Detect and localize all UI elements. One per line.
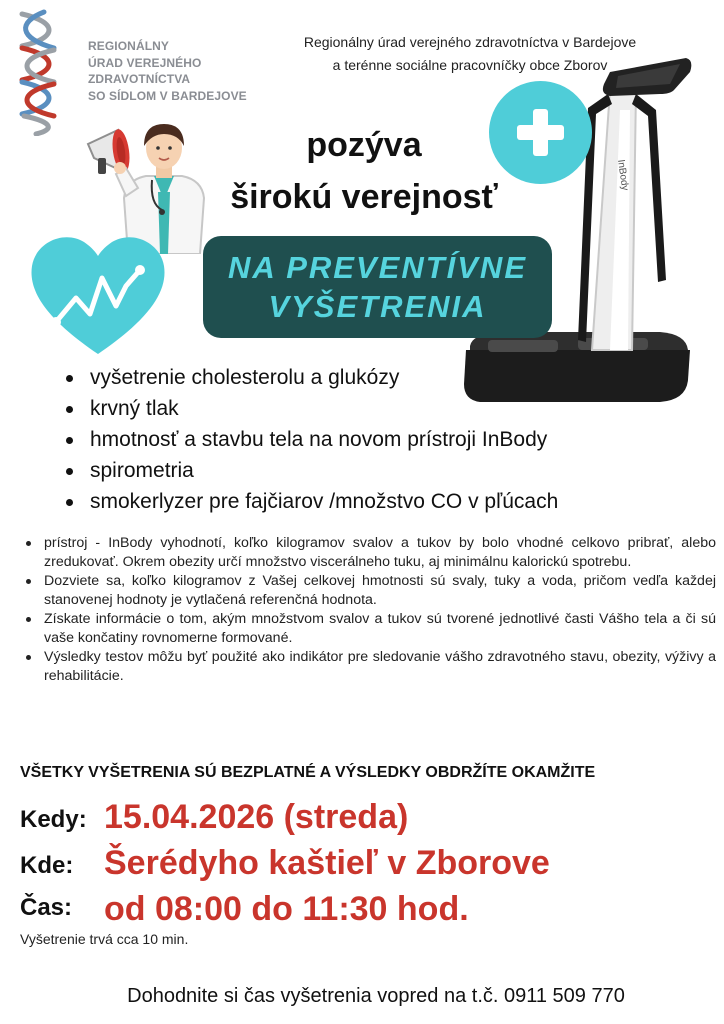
info-item: prístroj - InBody vyhodnotí, koľko kilogramov svalov a tukov by bolo vhodné celkovo pribrať, alebo zredukovať. Okrem obezity určí množstvo viscerálneho tuku, aj minimálnu kalorickú spotrebu.	[22, 534, 716, 572]
logo-line: REGIONÁLNY	[88, 39, 170, 53]
exam-item: spirometria	[66, 455, 558, 486]
info-item: Výsledky testov môžu byť použité ako indikátor pre sledovanie vášho zdravotného stavu, obezity, výživy a rehabilitácie.	[22, 648, 716, 686]
where-label: Kde:	[20, 852, 74, 879]
machine-brand-label: InBody	[615, 158, 631, 192]
free-notice: VŠETKY VYŠETRENIA SÚ BEZPLATNÉ A VÝSLEDKY OBDRŽÍTE OKAMŽITE	[20, 764, 596, 781]
contact-line: Dohodnite si čas vyšetrenia vopred na t.č. 0911 509 770	[127, 985, 625, 1007]
badge-line-1: NA PREVENTÍVNE	[227, 250, 527, 285]
heart-pulse-icon	[28, 230, 168, 358]
organizer-line-1: Regionálny úrad verejného zdravotníctva v Bardejove	[303, 34, 637, 50]
logo-line: ZDRAVOTNÍCTVA	[88, 72, 191, 86]
when-value: 15.04.2026 (streda)	[104, 798, 409, 836]
info-list	[22, 534, 716, 686]
exam-list	[66, 362, 558, 517]
helix-logo-icon	[14, 8, 64, 136]
logo-text	[88, 38, 247, 104]
logo-line: SO SÍDLOM V BARDEJOVE	[88, 88, 247, 103]
headline-invites: pozýva	[306, 126, 422, 164]
time-value: od 08:00 do 11:30 hod.	[104, 890, 469, 928]
preventive-exams-badge	[203, 236, 552, 338]
exam-item: hmotnosť a stavbu tela na novom prístroji InBody	[66, 424, 558, 455]
when-label: Kedy:	[20, 806, 87, 833]
headline-public: širokú verejnosť	[230, 178, 498, 216]
medical-plus-icon	[489, 81, 592, 184]
exam-item: smokerlyzer pre fajčiarov /množstvo CO v pľúcach	[66, 486, 558, 517]
where-value: Šerédyho kaštieľ v Zborove	[104, 844, 550, 882]
exam-item: krvný tlak	[66, 393, 558, 424]
organizer-line-2: a terénne sociálne pracovníčky obce Zborov	[332, 57, 608, 73]
time-label: Čas:	[20, 894, 73, 921]
info-item: Získate informácie o tom, akým množstvom svalov a tukov sú tvorené jednotlivé časti Vášho tela a či sú vaše končatiny rovnomerne formované.	[22, 610, 716, 648]
duration-note: Vyšetrenie trvá cca 10 min.	[20, 931, 189, 947]
info-item: Dozviete sa, koľko kilogramov z Vašej celkovej hmotnosti sú svaly, tuky a voda, pričom vedľa každej stanovenej hodnoty je vytlačená referenčná hodnota.	[22, 572, 716, 610]
logo-line: ÚRAD VEREJNÉHO	[88, 55, 202, 70]
exam-item: vyšetrenie cholesterolu a glukózy	[66, 362, 558, 393]
badge-line-2: VYŠETRENIA	[268, 289, 487, 324]
